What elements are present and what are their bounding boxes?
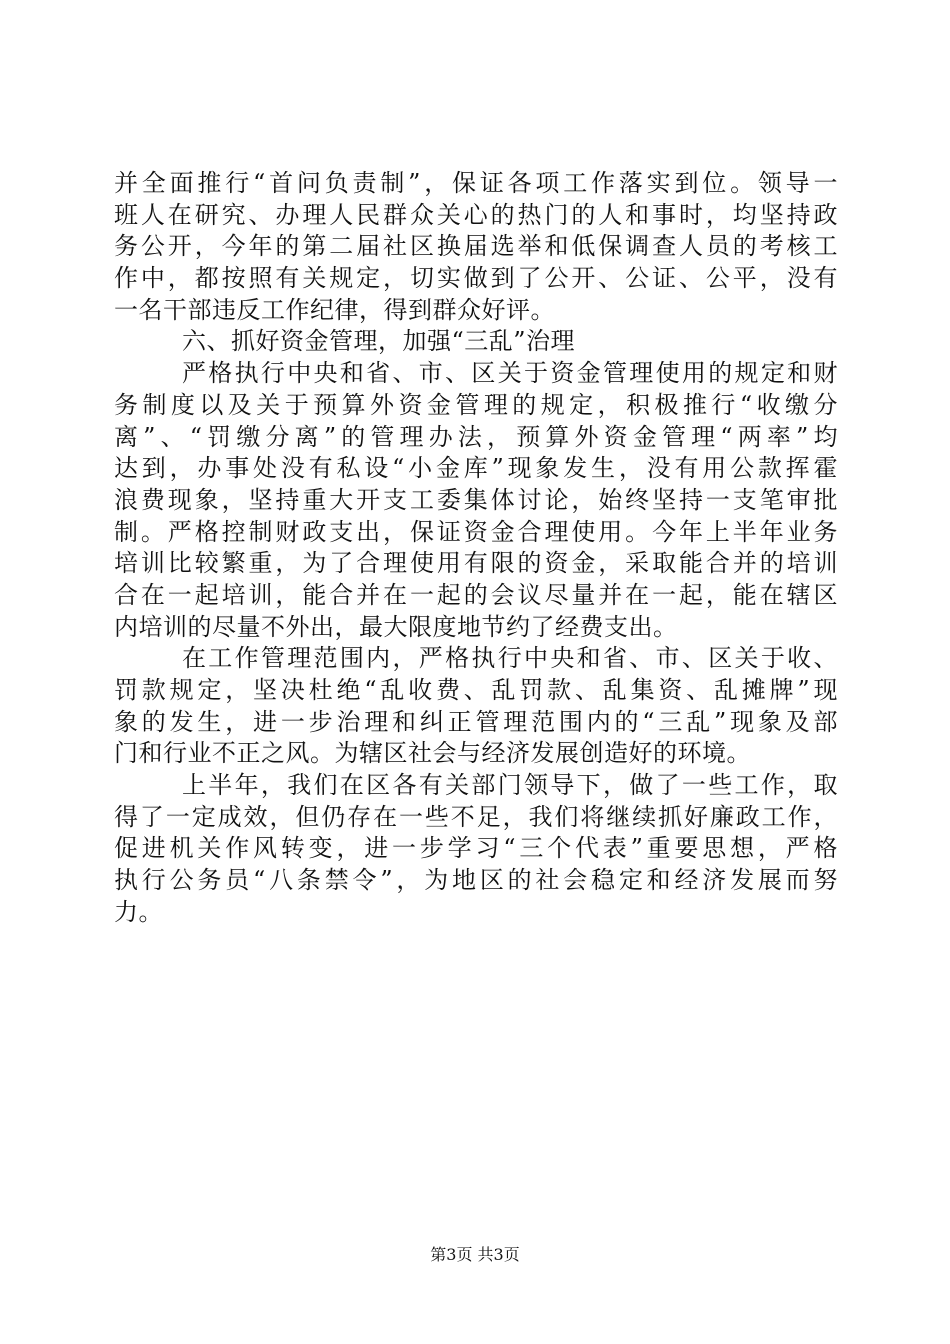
text-line: 达到，办事处没有私设“小金库”现象发生，没有用公款挥霍 [114, 454, 838, 483]
text-line: 合在一起培训，能合并在一起的会议尽量并在一起，能在辖区 [114, 580, 838, 609]
text-line: 培训比较繁重，为了合理使用有限的资金，采取能合并的培训 [114, 549, 838, 578]
document-body [114, 168, 838, 929]
text-line: 严格执行中央和省、市、区关于资金管理使用的规定和财 [182, 359, 838, 388]
text-line: 上半年，我们在区各有关部门领导下，做了一些工作，取 [182, 771, 838, 800]
text-line: 班人在研究、办理人民群众关心的热门的人和事时，均坚持政 [114, 200, 838, 229]
section-heading: 六、抓好资金管理，加强“三乱”治理 [182, 327, 576, 356]
text-line: 务制度以及关于预算外资金管理的规定，积极推行“收缴分 [114, 390, 838, 419]
text-line: 促进机关作风转变，进一步学习“三个代表”重要思想，严格 [114, 834, 838, 863]
text-line: 浪费现象，坚持重大开支工委集体讨论，始终坚持一支笔审批 [114, 485, 838, 514]
text-line: 离”、“罚缴分离”的管理办法，预算外资金管理“两率”均 [114, 422, 838, 451]
text-line: 罚款规定，坚决杜绝“乱收费、乱罚款、乱集资、乱摊牌”现 [114, 676, 838, 704]
text-line: 得了一定成效，但仍存在一些不足，我们将继续抓好廉政工作， [114, 802, 838, 831]
page-number-footer: 第3页 共3页 [430, 1245, 520, 1264]
text-line: 内培训的尽量不外出，最大限度地节约了经费支出。 [114, 612, 678, 641]
text-line: 作中，都按照有关规定，切实做到了公开、公证、公平，没有 [114, 264, 838, 293]
text-line: 力。 [114, 897, 163, 926]
text-line: 务公开，今年的第二届社区换届选举和低保调查人员的考核工 [114, 232, 838, 261]
text-line: 制。严格控制财政支出，保证资金合理使用。今年上半年业务 [114, 517, 838, 546]
text-line: 在工作管理范围内，严格执行中央和省、市、区关于收、 [182, 644, 838, 673]
text-line: 执行公务员“八条禁令”，为地区的社会稳定和经济发展而努 [114, 866, 838, 895]
text-line: 门和行业不正之风。为辖区社会与经济发展创造好的环境。 [114, 739, 751, 768]
text-line: 象的发生，进一步治理和纠正管理范围内的“三乱”现象及部 [114, 707, 838, 736]
text-line: 一名干部违反工作纪律，得到群众好评。 [114, 295, 555, 324]
text-line: 并全面推行“首问负责制”，保证各项工作落实到位。领导一 [114, 169, 838, 197]
